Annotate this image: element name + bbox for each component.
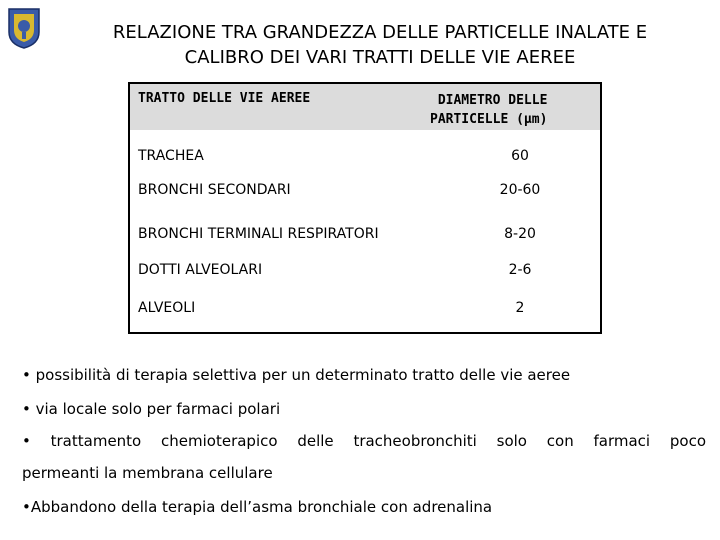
row-tract: BRONCHI TERMINALI RESPIRATORI (138, 226, 379, 242)
table-header (130, 84, 600, 130)
row-tract: TRACHEA (138, 148, 204, 164)
title-line-1: RELAZIONE TRA GRANDEZZA DELLE PARTICELLE INALATE E (112, 22, 648, 43)
note-item: • via locale solo per farmaci polari (22, 400, 281, 418)
header-diameter-line-2: PARTICELLE (µm) (430, 112, 548, 127)
row-diameter: 8-20 (504, 226, 536, 242)
slide-title (60, 20, 700, 70)
table-row (130, 144, 600, 174)
row-tract: ALVEOLI (138, 300, 196, 316)
row-diameter: 60 (511, 148, 529, 164)
note-item-continuation: permeanti la membrana cellulare (22, 464, 273, 482)
note-item: • possibilità di terapia selettiva per un determinato tratto delle vie aeree (22, 366, 571, 384)
row-diameter: 2-6 (508, 262, 532, 278)
table-row (130, 296, 600, 326)
header-particle-diameter (430, 91, 547, 129)
header-airway-tract: TRATTO DELLE VIE AEREE (138, 91, 311, 106)
row-diameter: 20-60 (499, 182, 541, 198)
table-row (130, 178, 600, 208)
row-tract: BRONCHI SECONDARI (138, 182, 291, 198)
note-item: •Abbandono della terapia dell’asma bronchiale con adrenalina (22, 498, 493, 516)
header-diameter-line-1: DIAMETRO DELLE (437, 93, 548, 108)
note-item: • trattamento chemioterapico delle tracheobronchiti solo con farmaci poco (22, 432, 706, 450)
row-tract: DOTTI ALVEOLARI (138, 262, 263, 278)
university-logo (6, 6, 42, 50)
title-line-2: CALIBRO DEI VARI TRATTI DELLE VIE AEREE (184, 47, 576, 68)
row-diameter: 2 (515, 300, 525, 316)
table-row (130, 258, 600, 288)
table-row (130, 222, 600, 252)
particle-size-table (128, 82, 602, 334)
